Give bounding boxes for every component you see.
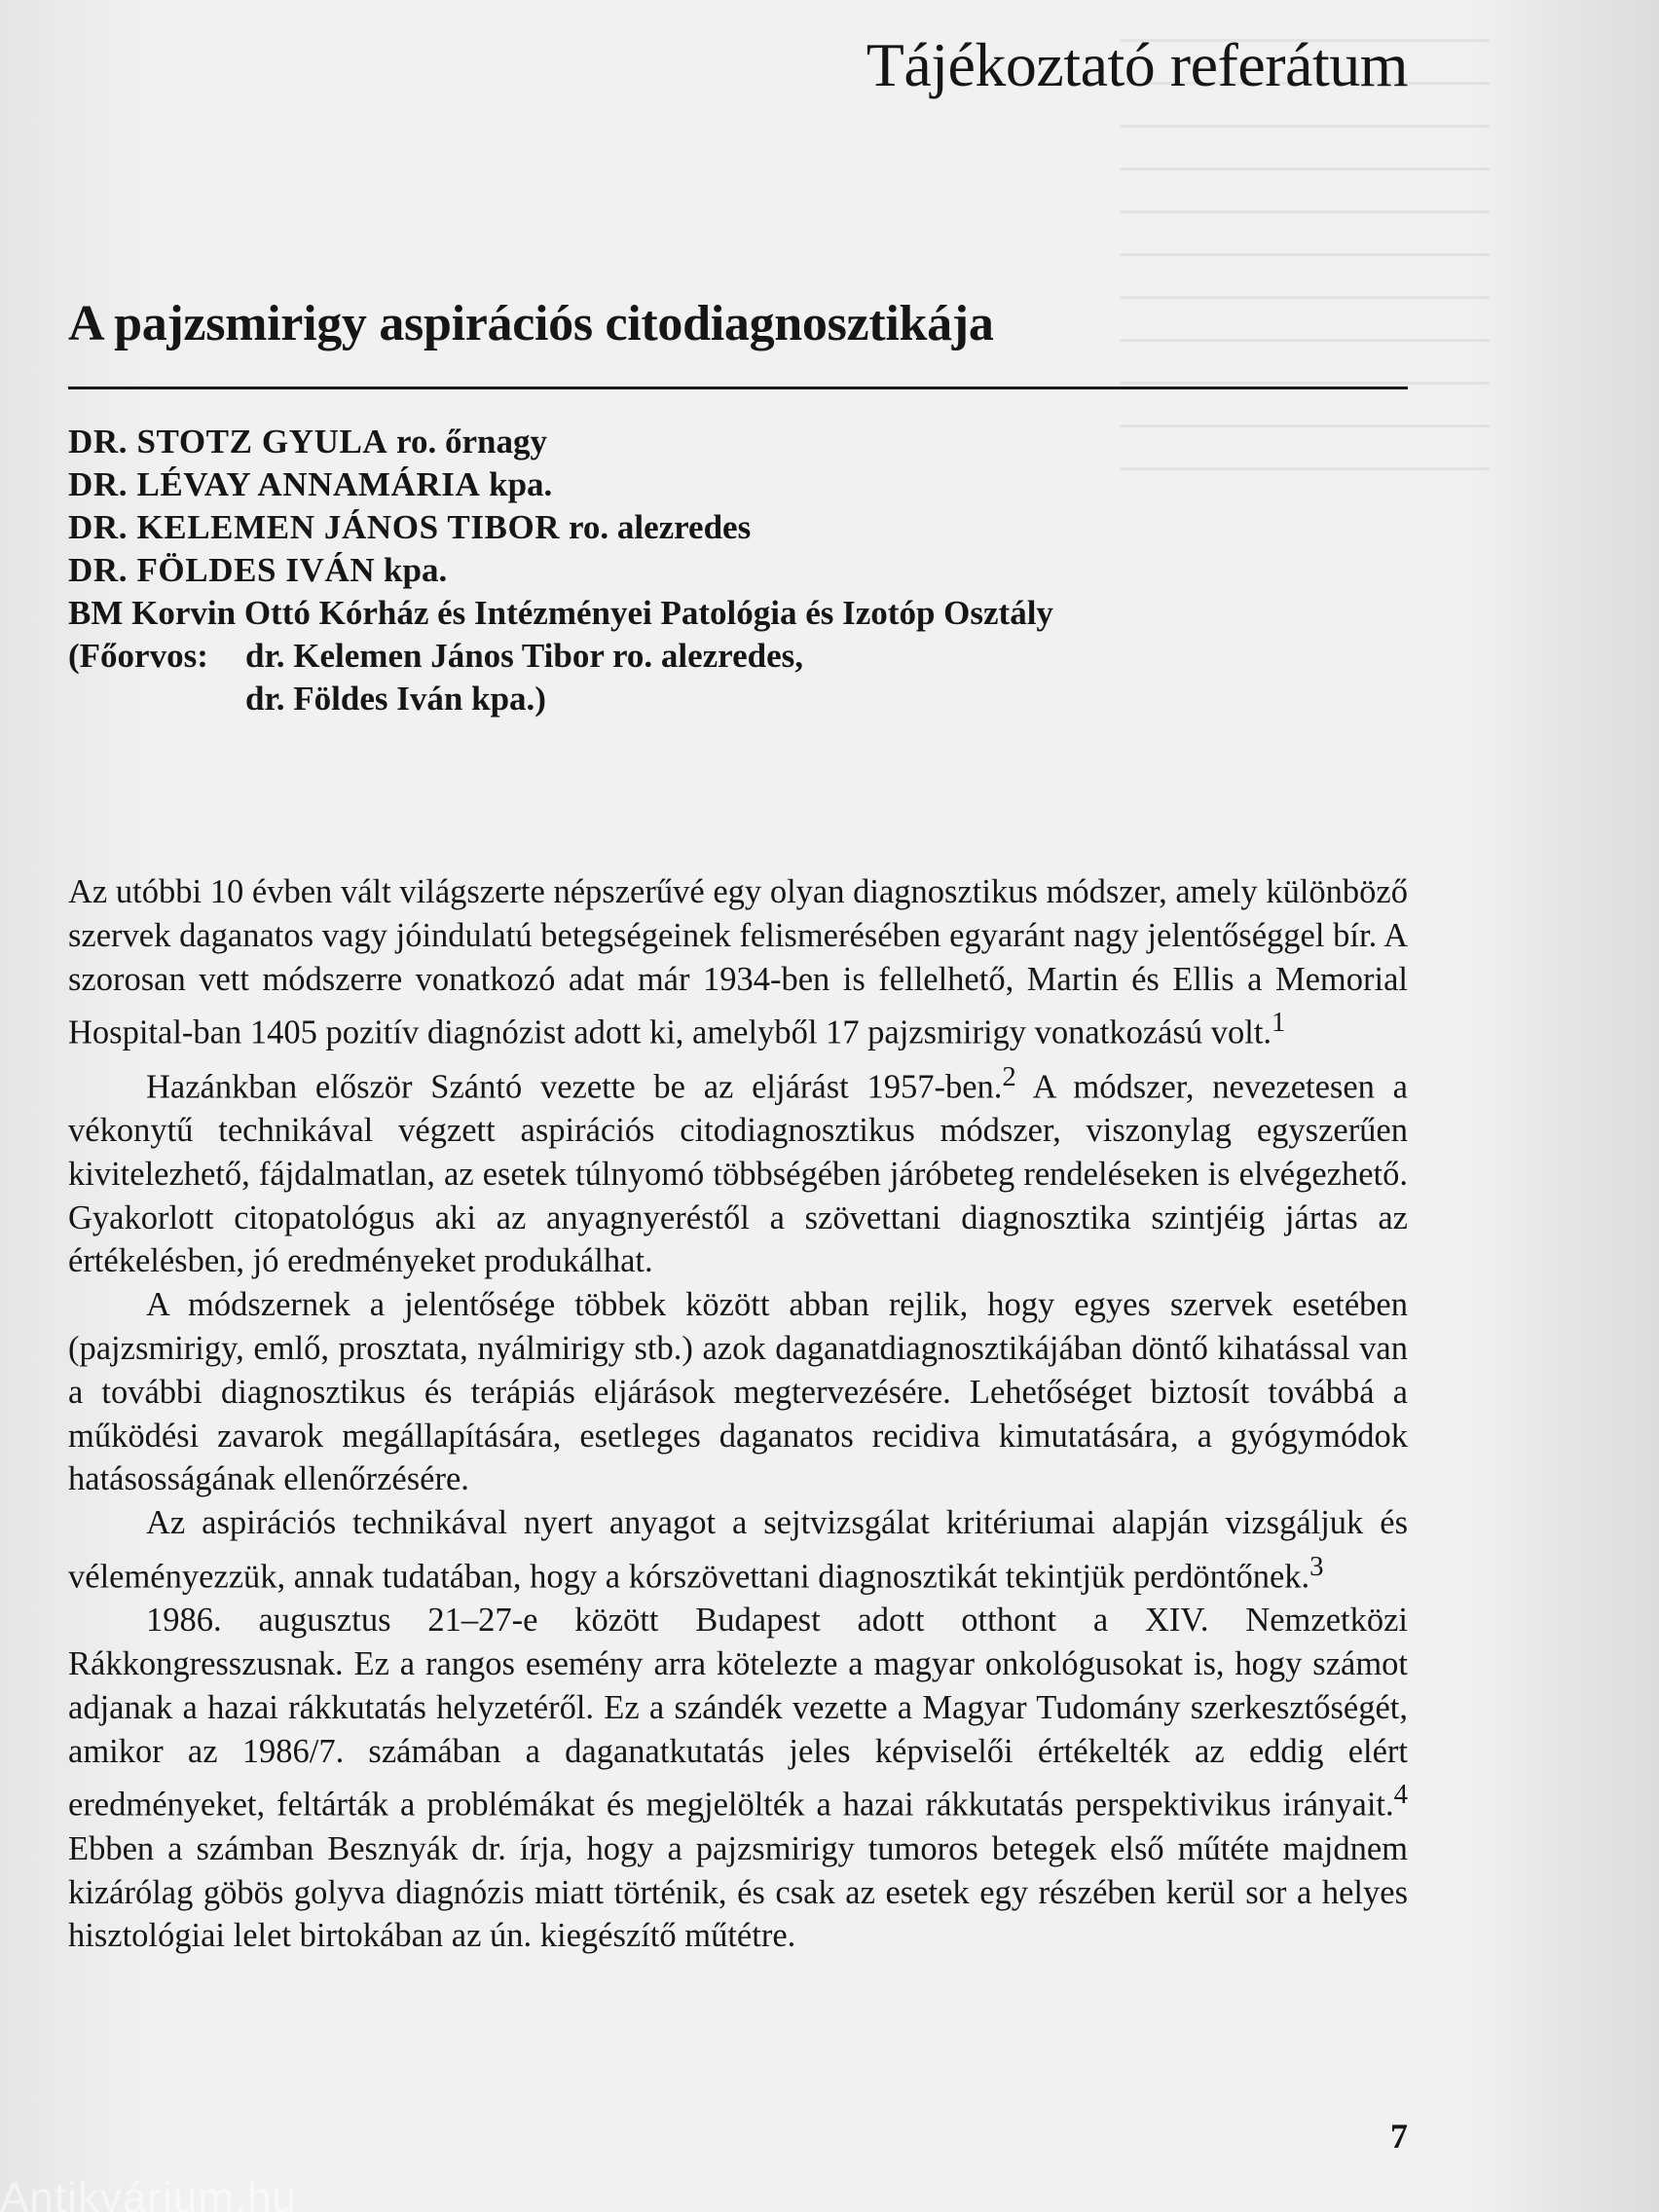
bleed-through-texture <box>1120 39 1490 477</box>
paragraph-text: Hazánkban először Szántó vezette be az eljárást 1957-ben. <box>146 1068 1003 1106</box>
paragraph-text: Az aspirációs technikával nyert anyagot a sejtvizsgálat kritériumai alapján vizsgáljuk és véleményezzük, annak tudatában, hogy a kórszövettani diagnosztikát tekintjük perdöntőnek. <box>68 1504 1408 1596</box>
footnote-ref: 3 <box>1309 1550 1324 1582</box>
section-label: Tájékoztató referátum <box>866 30 1408 99</box>
watermark: Antikvárium.hu <box>0 2177 298 2212</box>
paragraph-3 <box>68 1283 1408 1501</box>
author-line <box>68 463 1408 506</box>
chief-name-1: dr. Kelemen János Tibor ro. alezredes, <box>245 637 803 675</box>
paragraph-text: A módszer, nevezetesen a vékonytű technikával végzett aspirációs citodiagnosztikus módszer, viszonylag egyszerűen kivitelezhető, fájdalmatlan, az esetek túlnyomó többségében járóbeteg rendeléseken is elvégezhető. Gyakorlott citopatológus aki az anyagnyeréstől a szövettani diagnosztika szintjéig jártas az értékelésben, jó eredményeket produkálhat. <box>68 1068 1408 1280</box>
paragraph-text: Ebben a számban Besznyák dr. írja, hogy a pajzsmirigy tumoros betegek első műtéte majdnem kizárólag göbös golyva diagnózis miatt történik, és csak az esetek egy részében kerül sor a helyes hisztológiai lelet birtokában az ún. kiegészítő műtétre. <box>68 1829 1408 1955</box>
page-number: 7 <box>1390 2117 1408 2156</box>
paragraph-2 <box>68 1055 1408 1283</box>
footnote-ref: 2 <box>1002 1060 1016 1092</box>
author-rank: kpa. <box>384 551 448 589</box>
footnote-ref: 1 <box>1272 1007 1286 1039</box>
title-divider <box>68 387 1408 389</box>
author-rank: ro. őrnagy <box>396 423 547 461</box>
chief-name-2: dr. Földes Iván kpa.) <box>245 680 546 718</box>
author-rank: ro. alezredes <box>568 508 752 546</box>
article-title: A pajzsmirigy aspirációs citodiagnosztikája <box>68 296 994 351</box>
author-line <box>68 549 1408 592</box>
footnote-ref: 4 <box>1393 1779 1408 1811</box>
paragraph-text: Az utóbbi 10 évben vált világszerte népszerűvé egy olyan diagnosztikus módszer, amely különböző szervek daganatos vagy jóindulatú betegségeinek felismerésében egyaránt nagy jelentőséggel bír. A szorosan vett módszerre vonatkozó adat már 1934-ben is fellelhető, Martin és Ellis a Memorial Hospital-ban 1405 pozitív diagnózist adott ki, amelyből 17 pajzsmirigy vonatkozású volt. <box>68 873 1408 1051</box>
author-name: DR. FÖLDES IVÁN <box>68 551 376 589</box>
institution: BM Korvin Ottó Kórház és Intézményei Patológia és Izotóp Osztály <box>68 594 1053 632</box>
author-list <box>68 421 1408 592</box>
chief-label: (Főorvos: <box>68 637 208 675</box>
author-name: DR. KELEMEN JÁNOS TIBOR <box>68 508 561 546</box>
author-name: DR. STOTZ GYULA <box>68 423 388 461</box>
chief-physicians <box>68 635 1408 720</box>
author-line <box>68 421 1408 463</box>
author-name: DR. LÉVAY ANNAMÁRIA <box>68 465 481 503</box>
author-rank: kpa. <box>489 465 553 503</box>
paragraph-text: 1986. augusztus 21–27-e között Budapest adott otthont a XIV. Nemzetközi Rákkongresszusnak. Ez a rangos esemény arra kötelezte a magyar onkológusokat is, hogy számot adjanak a hazai rákkutatás helyzetéről. Ez a szándék vezette a Magyar Tudomány szerkesztőségét, amikor az 1986/7. számában a daganatkutatás jeles képviselői értékelték az eddig elért eredményeket, feltárták a problémákat és megjelölték a hazai rákkutatás perspektivikus irányait. <box>68 1602 1408 1824</box>
paragraph-text: A módszernek a jelentősége többek között abban rejlik, hogy egyes szervek esetében (pajzsmirigy, emlő, prosztata, nyálmirigy stb.) azok daganatdiagnosztikájában döntő kihatással van a további diagnosztikus és terápiás eljárások megtervezésére. Lehetőséget biztosít továbbá a működési zavarok megállapítására, esetleges daganatos recidiva kimutatására, a gyógymódok hatásosságának ellenőrzésére. <box>68 1286 1408 1498</box>
paragraph-4 <box>68 1501 1408 1599</box>
author-line <box>68 506 1408 549</box>
paragraph-1 <box>68 870 1408 1055</box>
article-body <box>68 870 1408 1958</box>
paragraph-5 <box>68 1599 1408 1958</box>
